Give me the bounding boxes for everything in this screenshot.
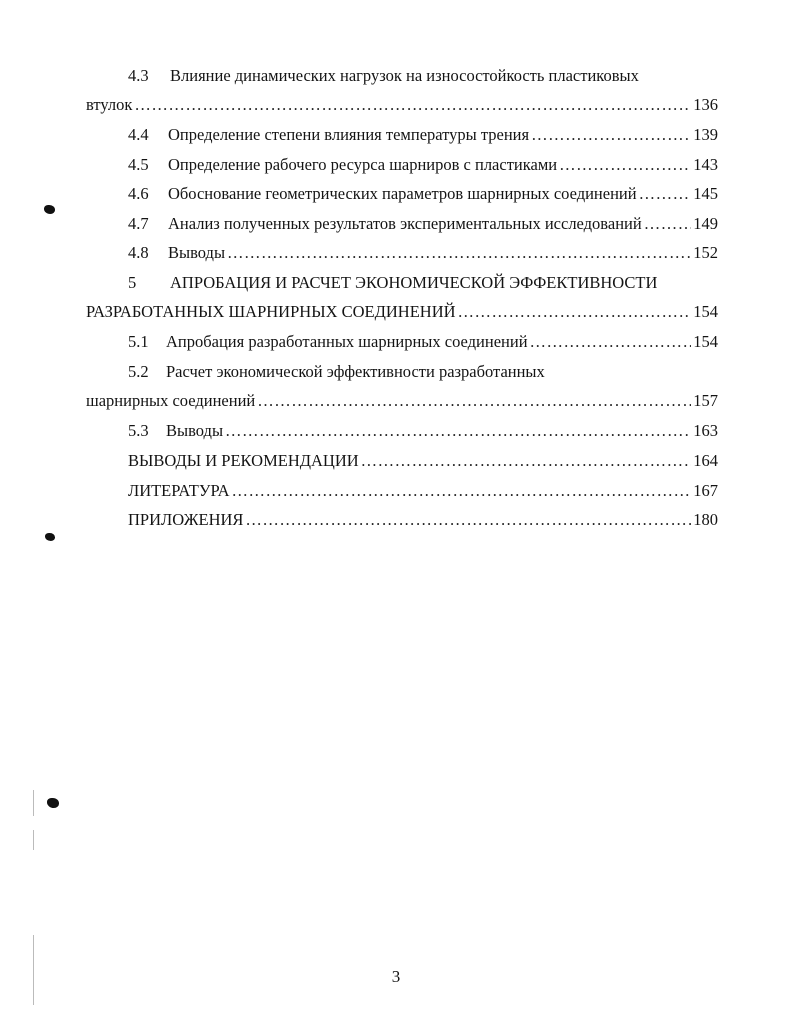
dot-leader <box>257 391 691 411</box>
toc-entry-title: шарнирных соединений <box>86 391 256 410</box>
toc-entry-title: Анализ полученных результатов экспериментальных исследований <box>168 214 642 233</box>
scan-speck <box>45 533 55 541</box>
toc-entry-4-7 <box>128 214 718 234</box>
toc-entry-title: Выводы <box>168 243 226 262</box>
toc-entry-4-3-title: Влияние динамических нагрузок на износостойкость пластиковых <box>170 66 639 85</box>
toc-entry-title: РАЗРАБОТАННЫХ ШАРНИРНЫХ СОЕДИНЕНИЙ <box>86 302 456 321</box>
toc-entry-4-4 <box>128 125 718 145</box>
toc-entry-5-title: АПРОБАЦИЯ И РАСЧЕТ ЭКОНОМИЧЕСКОЙ ЭФФЕКТИВНОСТИ <box>170 273 658 292</box>
toc-entry-4-3-number: 4.3 <box>128 66 149 85</box>
toc-entry-5-number: 5 <box>128 273 137 292</box>
toc-entry-appendices <box>128 510 718 530</box>
toc-entry-number: 4.4 <box>128 125 149 144</box>
toc-entry-title: Обоснование геометрических параметров шарнирных соединений <box>168 184 637 203</box>
toc-entry-5-2-number: 5.2 <box>128 362 149 381</box>
toc-entry-4-3-continuation <box>86 95 718 115</box>
toc-entry-title: ВЫВОДЫ И РЕКОМЕНДАЦИИ <box>128 451 359 470</box>
toc-entry-5-2-title: Расчет экономической эффективности разработанных <box>166 362 545 381</box>
scan-speck <box>44 205 55 214</box>
dot-leader <box>225 421 691 441</box>
toc-page-number: 149 <box>693 214 718 233</box>
toc-entry-number: 4.7 <box>128 214 149 233</box>
toc-page-number: 139 <box>693 125 718 144</box>
toc-page-number: 154 <box>693 332 718 351</box>
toc-entry-number: 4.5 <box>128 155 149 174</box>
toc-entry-title: втулок <box>86 95 133 114</box>
toc-entry-title: Апробация разработанных шарнирных соединений <box>166 332 528 351</box>
toc-entry-title: Определение степени влияния температуры трения <box>168 125 530 144</box>
toc-page-number: 145 <box>693 184 718 203</box>
dot-leader <box>531 125 691 145</box>
toc-entry-conclusions <box>128 451 718 471</box>
dot-leader <box>644 214 692 234</box>
dot-leader <box>530 332 692 352</box>
toc-entry-title: Определение рабочего ресурса шарниров с пластиками <box>168 155 558 174</box>
toc-entry-number: 5.1 <box>128 332 149 351</box>
toc-page-number: 154 <box>693 302 718 321</box>
dot-leader <box>361 451 692 471</box>
toc-page-number: 167 <box>693 481 718 500</box>
dot-leader <box>245 510 691 530</box>
toc-entry-number: 5.3 <box>128 421 149 440</box>
toc-entry-5-3 <box>128 421 718 441</box>
toc-entry-title: ПРИЛОЖЕНИЯ <box>128 510 244 529</box>
toc-entry-number: 4.6 <box>128 184 149 203</box>
toc-entry-5-continuation <box>86 302 718 322</box>
toc-entry-4-5 <box>128 155 718 175</box>
toc-page-number: 163 <box>693 421 718 440</box>
toc-entry-title: ЛИТЕРАТУРА <box>128 481 230 500</box>
scan-edge-line <box>33 790 34 816</box>
dot-leader <box>458 302 692 322</box>
toc-page-number: 157 <box>693 391 718 410</box>
toc-page-number: 143 <box>693 155 718 174</box>
toc-entry-4-8 <box>128 243 718 263</box>
dot-leader <box>134 95 691 115</box>
scan-speck <box>47 798 59 808</box>
dot-leader <box>227 243 691 263</box>
dot-leader <box>232 481 692 501</box>
toc-page-number: 152 <box>693 243 718 262</box>
toc-entry-number: 4.8 <box>128 243 149 262</box>
toc-entry-title: Выводы <box>166 421 224 440</box>
toc-entry-4-6 <box>128 184 718 204</box>
toc-entry-literature <box>128 481 718 501</box>
page-number: 3 <box>391 967 401 986</box>
scan-edge-line <box>33 830 34 850</box>
dot-leader <box>639 184 692 204</box>
toc-entry-5-2-continuation <box>86 391 718 411</box>
toc-page-number: 136 <box>693 95 718 114</box>
toc-page-number: 180 <box>693 510 718 529</box>
toc-page-number: 164 <box>693 451 718 470</box>
dot-leader <box>559 155 691 175</box>
toc-entry-5-1 <box>128 332 718 352</box>
